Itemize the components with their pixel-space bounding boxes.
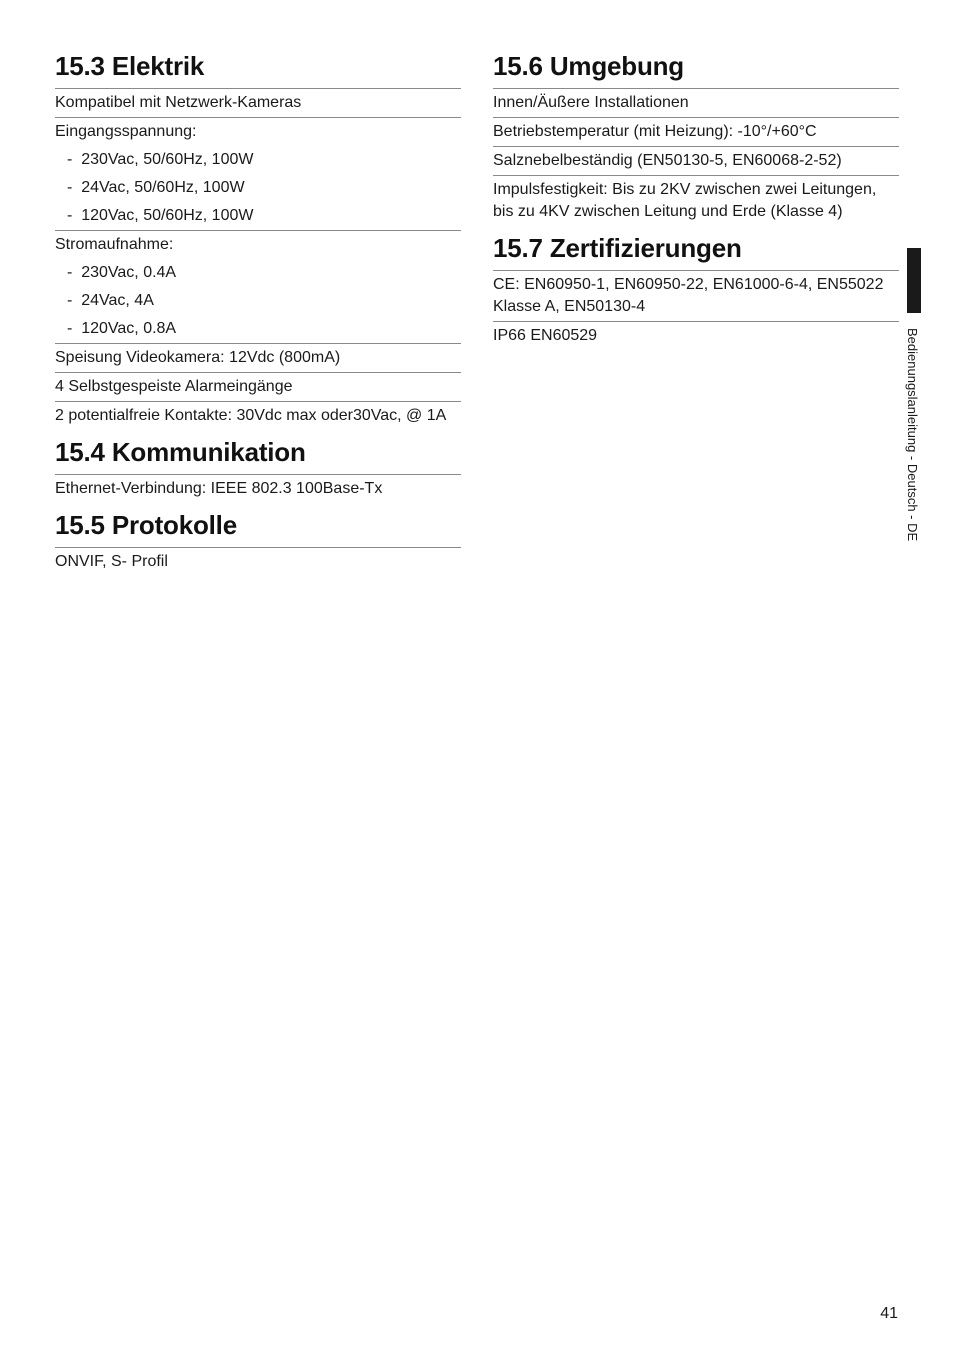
section-title: 15.4 Kommunikation [55, 437, 306, 467]
spec-list [493, 270, 899, 350]
spec-text: IP66 EN60529 [493, 327, 598, 344]
section-umgebung [493, 50, 899, 226]
spec-list [55, 88, 461, 430]
spec-text: Betriebstemperatur (mit Heizung): -10°/+60°C [493, 123, 817, 140]
side-tab-marker [907, 248, 921, 313]
spec-text: 4 Selbstgespeiste Alarmeingänge [55, 378, 293, 395]
spec-row [55, 89, 461, 118]
spec-text: ONVIF, S- Profil [55, 553, 168, 570]
spec-row [55, 475, 461, 503]
spec-text: Innen/Äußere Installationen [493, 94, 689, 111]
spec-row [55, 548, 461, 576]
spec-text: Impulsfestigkeit: Bis zu 2KV zwischen zwei Leitungen, bis zu 4KV zwischen Leitung und Erde (Klasse 4) [493, 181, 877, 220]
spec-text: Kompatibel mit Netzwerk-Kameras [55, 94, 302, 111]
spec-text: Speisung Videokamera: 12Vdc (800mA) [55, 349, 341, 366]
section-protokolle [55, 509, 461, 576]
spec-subitem: - 230Vac, 50/60Hz, 100W [55, 149, 461, 171]
page-number: 41 [880, 1305, 898, 1322]
section-title: 15.6 Umgebung [493, 51, 684, 81]
spec-row [55, 373, 461, 402]
spec-subitem: - 24Vac, 50/60Hz, 100W [55, 177, 461, 199]
spec-text: Stromaufnahme: [55, 236, 174, 253]
spec-list [55, 547, 461, 576]
section-title: 15.3 Elektrik [55, 51, 205, 81]
section-zertifizierungen [493, 232, 899, 350]
spec-row [493, 118, 899, 147]
spec-text: Salznebelbeständig (EN50130-5, EN60068-2-52) [493, 152, 842, 169]
right-column [493, 50, 899, 356]
spec-subitem: - 24Vac, 4A [55, 290, 461, 312]
left-column [55, 50, 461, 582]
spec-list [55, 474, 461, 503]
section-elektrik [55, 50, 461, 430]
spec-subitem: - 230Vac, 0.4A [55, 262, 461, 284]
section-kommunikation [55, 436, 461, 503]
section-title: 15.7 Zertifizierungen [493, 233, 742, 263]
spec-row [493, 176, 899, 226]
spec-row [493, 322, 899, 350]
spec-text: 2 potentialfreie Kontakte: 30Vdc max oder30Vac, @ 1A [55, 407, 447, 424]
spec-row [55, 402, 461, 430]
spec-subitem: - 120Vac, 0.8A [55, 318, 461, 340]
spec-row [55, 118, 461, 231]
spec-row [55, 344, 461, 373]
spec-text: CE: EN60950-1, EN60950-22, EN61000-6-4, EN55022 Klasse A, EN50130-4 [493, 276, 884, 315]
spec-list [493, 88, 899, 226]
spec-text: Eingangsspannung: [55, 123, 197, 140]
spec-row [55, 231, 461, 344]
spec-row [493, 147, 899, 176]
spec-text: Ethernet-Verbindung: IEEE 802.3 100Base-Tx [55, 480, 383, 497]
spec-subitem: - 120Vac, 50/60Hz, 100W [55, 205, 461, 227]
spec-row [493, 271, 899, 322]
side-running-label: Bedienungslanleitung - Deutsch - DE [905, 328, 920, 542]
section-title: 15.5 Protokolle [55, 510, 237, 540]
spec-row [493, 89, 899, 118]
